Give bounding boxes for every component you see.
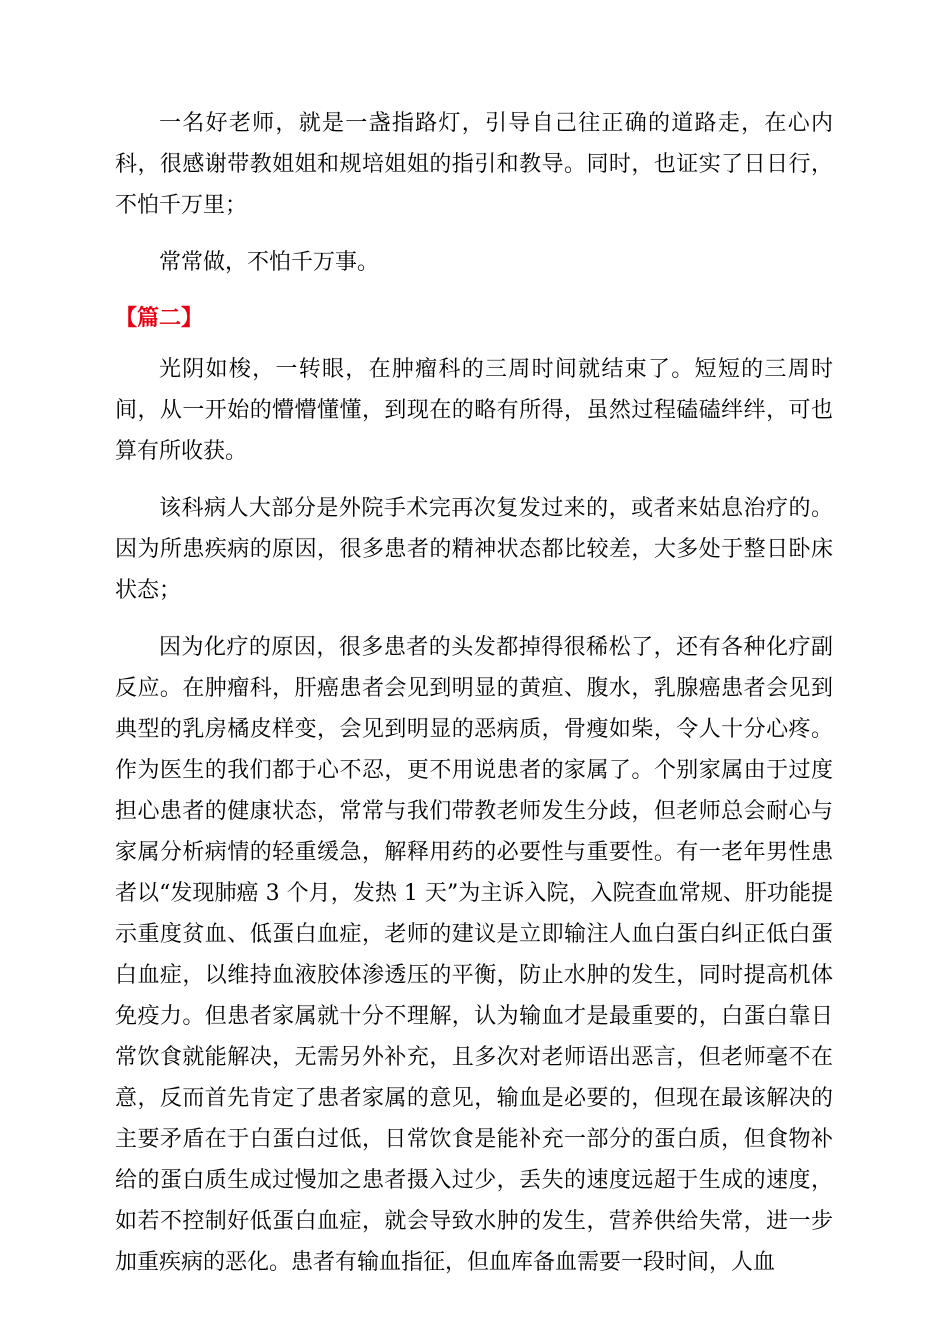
section-heading: 【篇二】 — [115, 306, 204, 331]
paragraph-body-2: 该科病人大部分是外院手术完再次复发过来的，或者来姑息治疗的。因为所患疾病的原因，很多患者的精神状态都比较差，大多处于整日卧床状态； — [115, 496, 833, 603]
paragraph-intro-2: 常常做，不怕千万事。 — [159, 250, 380, 275]
document-page — [115, 103, 833, 1299]
paragraph-intro-1: 一名好老师，就是一盏指路灯，引导自己往正确的道路走，在心内科，很感谢带教姐姐和规培姐姐的指引和教导。同时，也证实了日日行，不怕千万里； — [115, 111, 833, 218]
paragraph-body-3: 因为化疗的原因，很多患者的头发都掉得很稀松了，还有各种化疗副反应。在肿瘤科，肝癌患者会见到明显的黄疸、腹水，乳腺癌患者会见到典型的乳房橘皮样变，会见到明显的恶病质，骨瘦如柴，令人十分心疼。作为医生的我们都于心不忍，更不用说患者的家属了。个别家属由于过度担心患者的健康状态，常常与我们带教老师发生分歧，但老师总会耐心与家属分析病情的轻重缓急，解释用药的必要性与重要性。有一老年男性患者以“发现肺癌 3 个月，发热 1 天”为主诉入院，入院查血常规、肝功能提示重度贫血、低蛋白血症，老师的建议是立即输注人血白蛋白纠正低白蛋白血症，以维持血液胶体渗透压的平衡，防止水肿的发生，同时提高机体免疫力。但患者家属就十分不理解，认为输血才是最重要的，白蛋白靠日常饮食就能解决，无需另外补充，且多次对老师语出恶言，但老师毫不在意，反而首先肯定了患者家属的意见，输血是必要的，但现在最该解决的主要矛盾在于白蛋白过低，日常饮食是能补充一部分的蛋白质，但食物补给的蛋白质生成过慢加之患者摄入过少，丢失的速度远超于生成的速度，如若不控制好低蛋白血症，就会导致水肿的发生，营养供给失常，进一步加重疾病的恶化。患者有输血指征，但血库备血需要一段时间，人血 — [115, 635, 833, 1275]
paragraph-body-1: 光阴如梭，一转眼，在肿瘤科的三周时间就结束了。短短的三周时间，从一开始的懵懵懂懂，到现在的略有所得，虽然过程磕磕绊绊，可也算有所收获。 — [115, 357, 833, 464]
